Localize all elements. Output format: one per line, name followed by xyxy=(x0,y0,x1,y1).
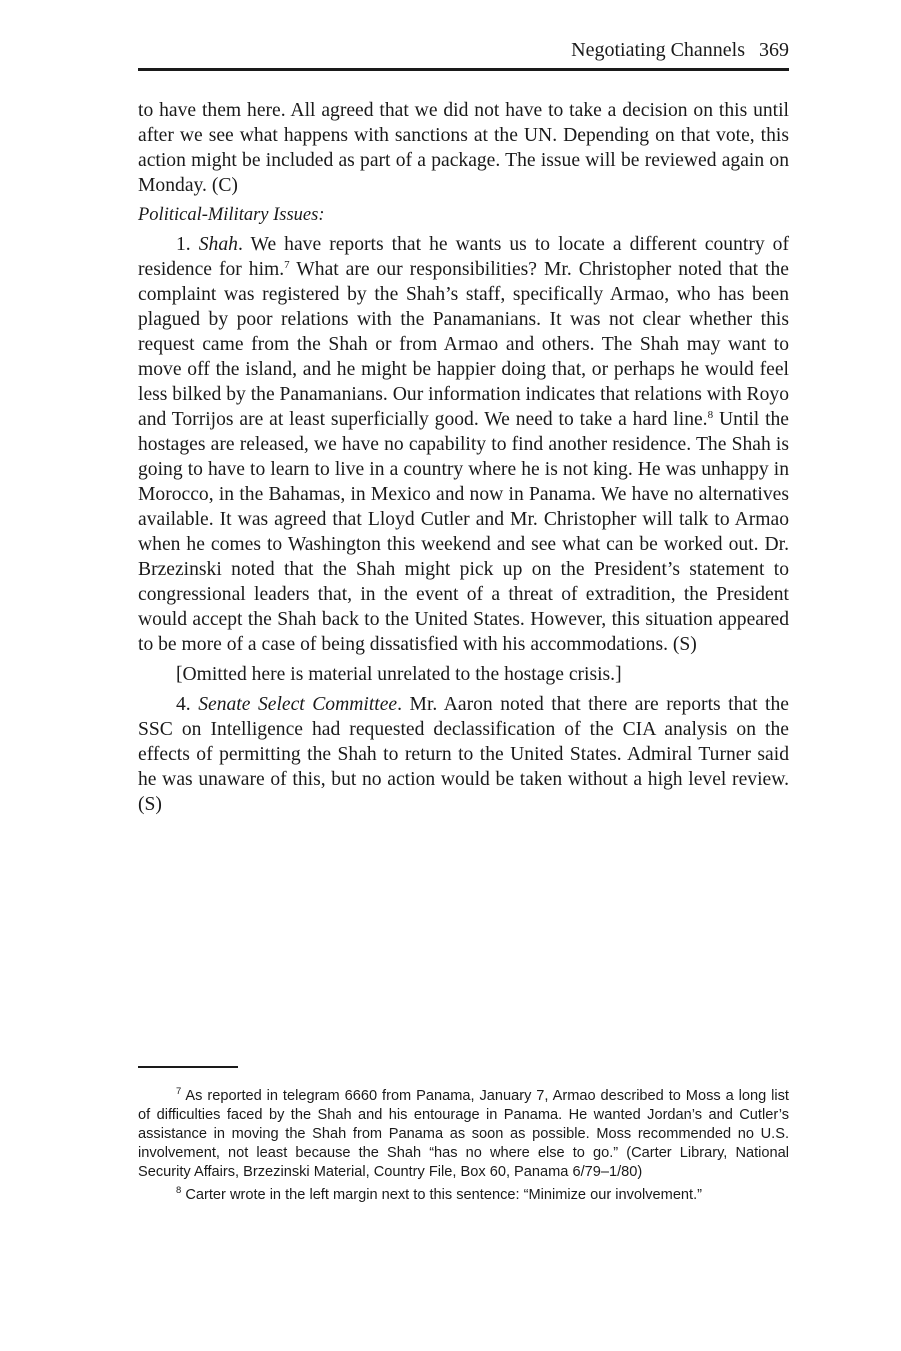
running-head-title: Negotiating Channels xyxy=(571,39,745,61)
footnote-ref-8[interactable]: 8 xyxy=(707,409,714,421)
item-title-senate-select-committee: Senate Select Committee xyxy=(198,694,398,715)
ssc-text: . Mr. Aaron noted that there are reports that the SSC on Intelligence had requested declassification of the CIA analysis on the effects of permitting the Shah to return to the United States. Admiral Turner said he was unaware of this, but no action would be taken without a high level review. (S) xyxy=(138,694,789,815)
footnote-7 xyxy=(138,1087,789,1182)
footnote-8-text: Carter wrote in the left margin next to this sentence: “Minimize our involvement.” xyxy=(181,1187,703,1203)
footnote-8 xyxy=(138,1186,789,1205)
paragraph-continuation: to have them here. All agreed that we did not have to take a decision on this until after we see what happens with sanctions at the UN. Depending on that vote, this action might be included as part of a package. The issue will be reviewed again on Monday. (C) xyxy=(138,100,789,196)
body-text xyxy=(138,98,789,817)
shah-text-a: . We have reports that he wants us to locate a different country of residence for him. xyxy=(138,234,789,280)
paragraph-omitted-note: [Omitted here is material unrelated to the hostage crisis.] xyxy=(176,664,622,685)
item-number: 1. xyxy=(176,234,191,255)
shah-text-b: What are our responsibilities? Mr. Christopher noted that the complaint was registered by the Shah’s staff, specifically Armao, who has been plagued by poor relations with the Panamanians. It was not clear whether this request came from the Shah or from Armao and others. The Shah may want to move off the island, and he might be happier doing that, or perhaps he would feel less bilked by the Panamanians. Our information indicates that relations with Royo and Torrijos are at least superficially good. We need to take a hard line. xyxy=(138,259,790,430)
footnote-marker-8: 8 xyxy=(176,1185,182,1196)
page-number: 369 xyxy=(759,39,789,61)
footnote-7-text: As reported in telegram 6660 from Panama, January 7, Armao described to Moss a long list of difficulties faced by the Shah and his entourage in Panama. He wanted Jordan’s and Cutler’s assistance in moving the Shah from Panama as soon as possible. Moss recommended no U.S. involvement, not least because the Shah “has no where else to go.” (Carter Library, National Security Affairs, Brzezinski Material, Country File, Box 60, Panama 6/79–1/80) xyxy=(138,1088,789,1180)
running-head xyxy=(571,38,789,62)
footnote-rule xyxy=(138,1066,238,1068)
item-number: 4. xyxy=(176,694,191,715)
item-title-shah: Shah xyxy=(198,234,238,255)
paragraph-shah xyxy=(138,232,789,657)
footnotes xyxy=(138,1087,789,1205)
shah-text-c: Until the hostages are released, we have no capability to find another residence. The Shah is going to have to learn to live in a country where he is not king. He was unhappy in Morocco, in the Bahamas, in Mexico and now in Panama. We have no alternatives available. It was agreed that Lloyd Cutler and Mr. Christopher will talk to Armao when he comes to Washington this weekend and see what can be worked out. Dr. Brzezinski noted that the Shah might pick up on the President’s statement to congressional leaders that, in the event of a threat of extradition, the President would accept the Shah back to the United States. However, this situation appeared to be more of a case of being dissatisfied with his accommodations. (S) xyxy=(138,409,789,655)
footnote-marker-7: 7 xyxy=(176,1086,182,1097)
footnote-ref-7[interactable]: 7 xyxy=(284,259,290,271)
header-rule xyxy=(138,68,789,71)
section-subheading: Political-Military Issues: xyxy=(138,205,325,225)
paragraph-senate-select-committee xyxy=(138,692,789,817)
